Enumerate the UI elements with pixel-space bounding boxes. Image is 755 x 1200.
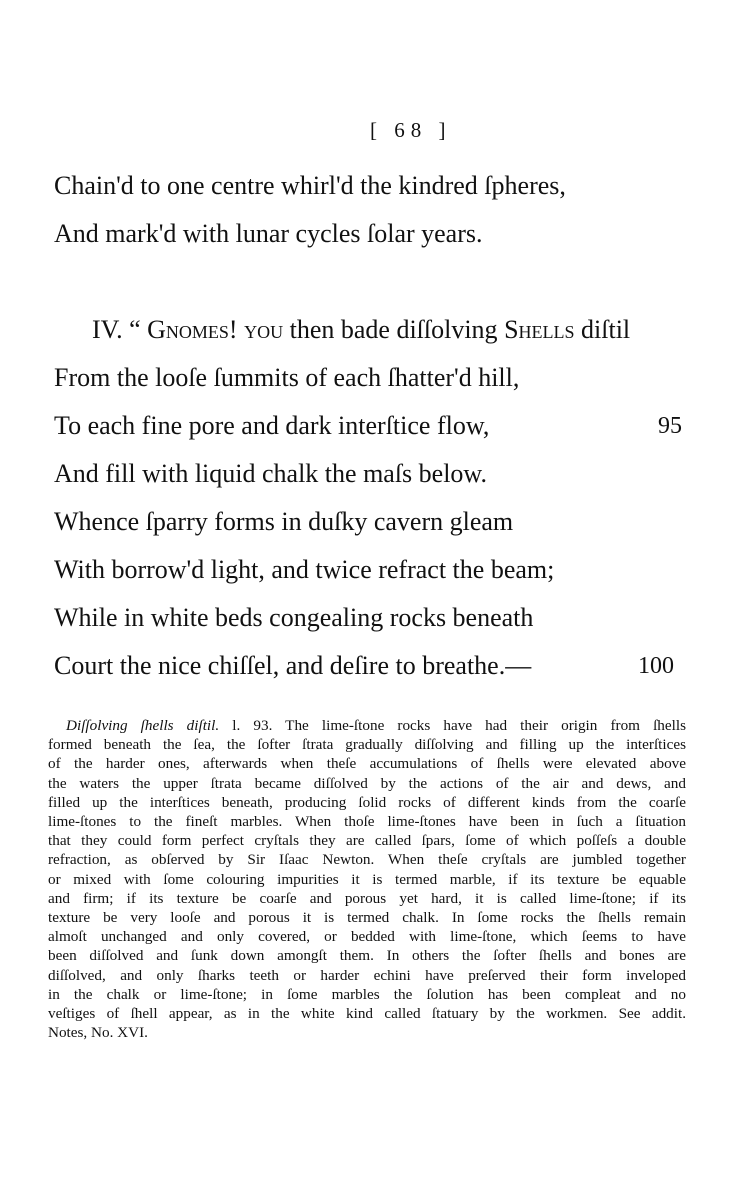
footnote-head: Diſſolving ſhells diſtil. [66,717,220,734]
stanza-opening: IV. “ [92,315,148,344]
footnote-line: of the harder ones, afterwards when theſe accumulations of ſhells were elevated above [48,755,686,773]
footnote-line: diſſolved, and only ſharks teeth or harder echini have preſerved their form inveloped [48,966,686,984]
footnote-line: in the chalk or lime-ſtone; in ſome marbles the ſolution has been compleat and no [48,985,686,1003]
footnote [48,716,686,1042]
footnote-line: formed beneath the ſea, the ſofter ſtrata gradually diſſolving and filling up the interſtices [48,736,686,754]
footnote-line: lime-ſtones to the fineſt marbles. When thoſe lime-ſtones have been in ſuch a ſituation [48,813,686,831]
poem-line [54,162,734,210]
footnote-line: filled up the interſtices beneath, producing ſolid rocks of different kinds from the coarſe [48,793,686,811]
footnote-line: been diſſolved and ſunk down amongſt them. In others the ſofter ſhells and bones are [48,947,686,965]
poem-line-text: With borrow'd light, and twice refract the beam; [54,555,555,584]
footnote-line: refraction, as obſerved by Sir Iſaac Newton. When theſe cryſtals are jumbled together [48,851,686,869]
poem-line-text: While in white beds congealing rocks beneath [54,603,534,632]
line-number: 95 [658,413,682,439]
poem-line [54,546,734,594]
poem-line [54,498,734,546]
poem-line-text: And fill with liquid chalk the maſs below. [54,459,488,488]
poem-line-text: then bade diſſolving [283,315,505,344]
poem-line-text: From the looſe ſummits of each ſhatter'd hill, [54,363,520,392]
poem-line-text: To each fine pore and dark interſtice flow, [54,411,490,440]
poem-line [54,450,734,498]
footnote-line: that they could form perfect cryſtals they are called ſpars, ſome of which poſſeſs a double [48,832,686,850]
footnote-line: or mixed with ſome colouring impurities it is termed marble, if its texture be equable [48,870,686,888]
footnote-line: almoſt unchanged and only covered, or bedded with lime-ſtone, which ſeems to have [48,928,686,946]
poem-line [54,642,734,690]
footnote-line: and firm; if its texture be coarſe and porous yet hard, it is called lime-ſtone; if its [48,889,686,907]
poem-line-text: Whence ſparry forms in duſky cavern gleam [54,507,514,536]
poem-line-text: And mark'd with lunar cycles ſolar years. [54,219,483,248]
line-number: 100 [638,653,674,679]
footnote-line: the waters the upper ſtrata became diſſolved by the actions of the air and dews, and [48,774,686,792]
poem-line [54,306,734,354]
stanza-gap [54,258,734,306]
poem-line [54,354,734,402]
small-caps-word: you [244,315,284,344]
footnote-line-text: l. 93. The lime-ſtone rocks have had their origin from ſhells [219,717,686,734]
footnote-line: Notes, No. XVI. [48,1024,148,1042]
poem-line [54,210,734,258]
poem-line-text: ! [228,315,245,344]
poem-line-text: Chain'd to one centre whirl'd the kindred ſpheres, [54,171,566,200]
footnote-line: veſtiges of ſhell appear, as in the white kind called ſtatuary by the workmen. See addit. [48,1005,686,1023]
poem-line-text: Court the nice chiſſel, and deſire to breathe.— [54,651,532,680]
poem-line-text: diſtil [574,315,631,344]
poem [54,162,734,690]
footnote-line [48,716,686,735]
footnote-line: texture be very looſe and porous it is termed chalk. In ſome rocks the ſhells remain [48,909,686,927]
page-number: [ 68 ] [370,118,452,142]
poem-line [54,594,734,642]
small-caps-word: Gnomes [147,315,229,344]
small-caps-word: Shells [504,315,575,344]
poem-line [54,402,734,450]
